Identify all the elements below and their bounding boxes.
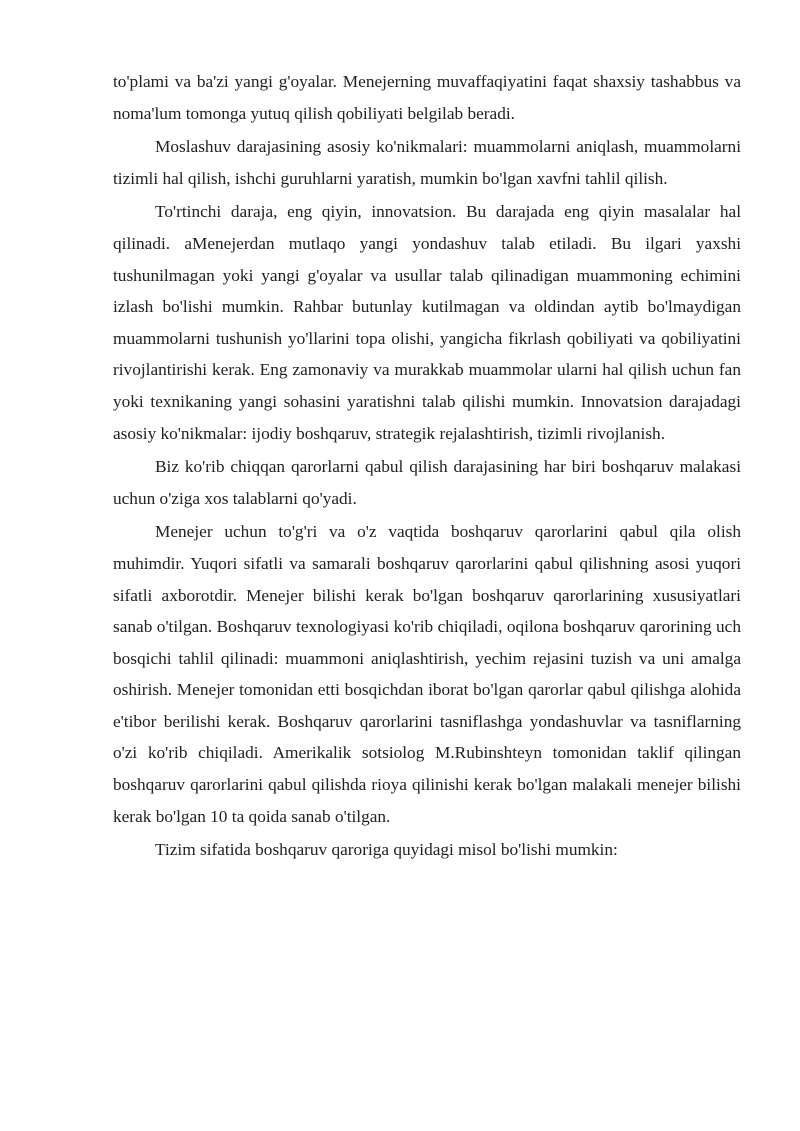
paragraph-decision-levels: Biz ko'rib chiqqan qarorlarni qabul qilish darajasining har biri boshqaruv malakasi uchun o'ziga xos talablarni qo'yadi. xyxy=(113,457,741,508)
paragraph-system-example: Tizim sifatida boshqaruv qaroriga quyidagi misol bo'lishi mumkin: xyxy=(155,840,618,860)
paragraph-management-decisions: Menejer uchun to'g'ri va o'z vaqtida boshqaruv qarorlarini qabul qila olish muhimdir. Yuqori sifatli va samarali boshqaruv qarorlarini qabul qilishning asosi yuqori sifatli axborotdir. Menejer bilishi kerak bo'lgan boshqaruv qarorlarining xususiyatlari sanab o'tilgan. Boshqaruv texnologiyasi ko'rib chiqiladi, oqilona boshqaruv qarorining uch bosqichi tahlil qilinadi: muammoni aniqlashtirish, yechim rejasini tuzish va uni amalga oshirish. Menejer tomonidan etti bosqichdan iborat bo'lgan qarorlar qabul qilishga alohida e'tibor berilishi kerak. Boshqaruv qarorlarini tasniflashga yondashuvlar va tasniflarning o'zi ko'rib chiqiladi. Amerikalik sotsiolog M.Rubinshteyn tomonidan taklif qilingan boshqaruv qarorlarini qabul qilishda rioya qilinishi kerak bo'lgan malakali menejer bilishi kerak bo'lgan 10 ta qoida sanab o'tilgan. xyxy=(113,522,741,826)
paragraph-continuation: to'plami va ba'zi yangi g'oyalar. Menejerning muvaffaqiyatini faqat shaxsiy tashabbus va noma'lum tomonga yutuq qilish qobiliyati belgilab beradi. xyxy=(113,72,741,123)
document-page xyxy=(113,66,741,866)
paragraph-adaptation-skills: Moslashuv darajasining asosiy ko'nikmalari: muammolarni aniqlash, muammolarni tizimli hal qilish, ishchi guruhlarni yaratish, mumkin bo'lgan xavfni tahlil qilish. xyxy=(113,137,741,188)
paragraph-innovation-level: To'rtinchi daraja, eng qiyin, innovatsion. Bu darajada eng qiyin masalalar hal qilinadi. aMenejerdan mutlaqo yangi yondashuv talab etiladi. Bu ilgari yaxshi tushunilmagan yoki yangi g'oyalar va usullar talab qilinadigan muammoning echimini izlash bo'lishi mumkin. Rahbar butunlay kutilmagan va oldindan aytib bo'lmaydigan muammolarni tushunish yo'llarini topa olishi, yangicha fikrlash qobiliyati va qobiliyatini rivojlantirishi kerak. Eng zamonaviy va murakkab muammolar ularni hal qilish uchun fan yoki texnikaning yangi sohasini yaratishni talab qilishi mumkin. Innovatsion darajadagi asosiy ko'nikmalar: ijodiy boshqaruv, strategik rejalashtirish, tizimli rivojlanish. xyxy=(113,202,741,443)
